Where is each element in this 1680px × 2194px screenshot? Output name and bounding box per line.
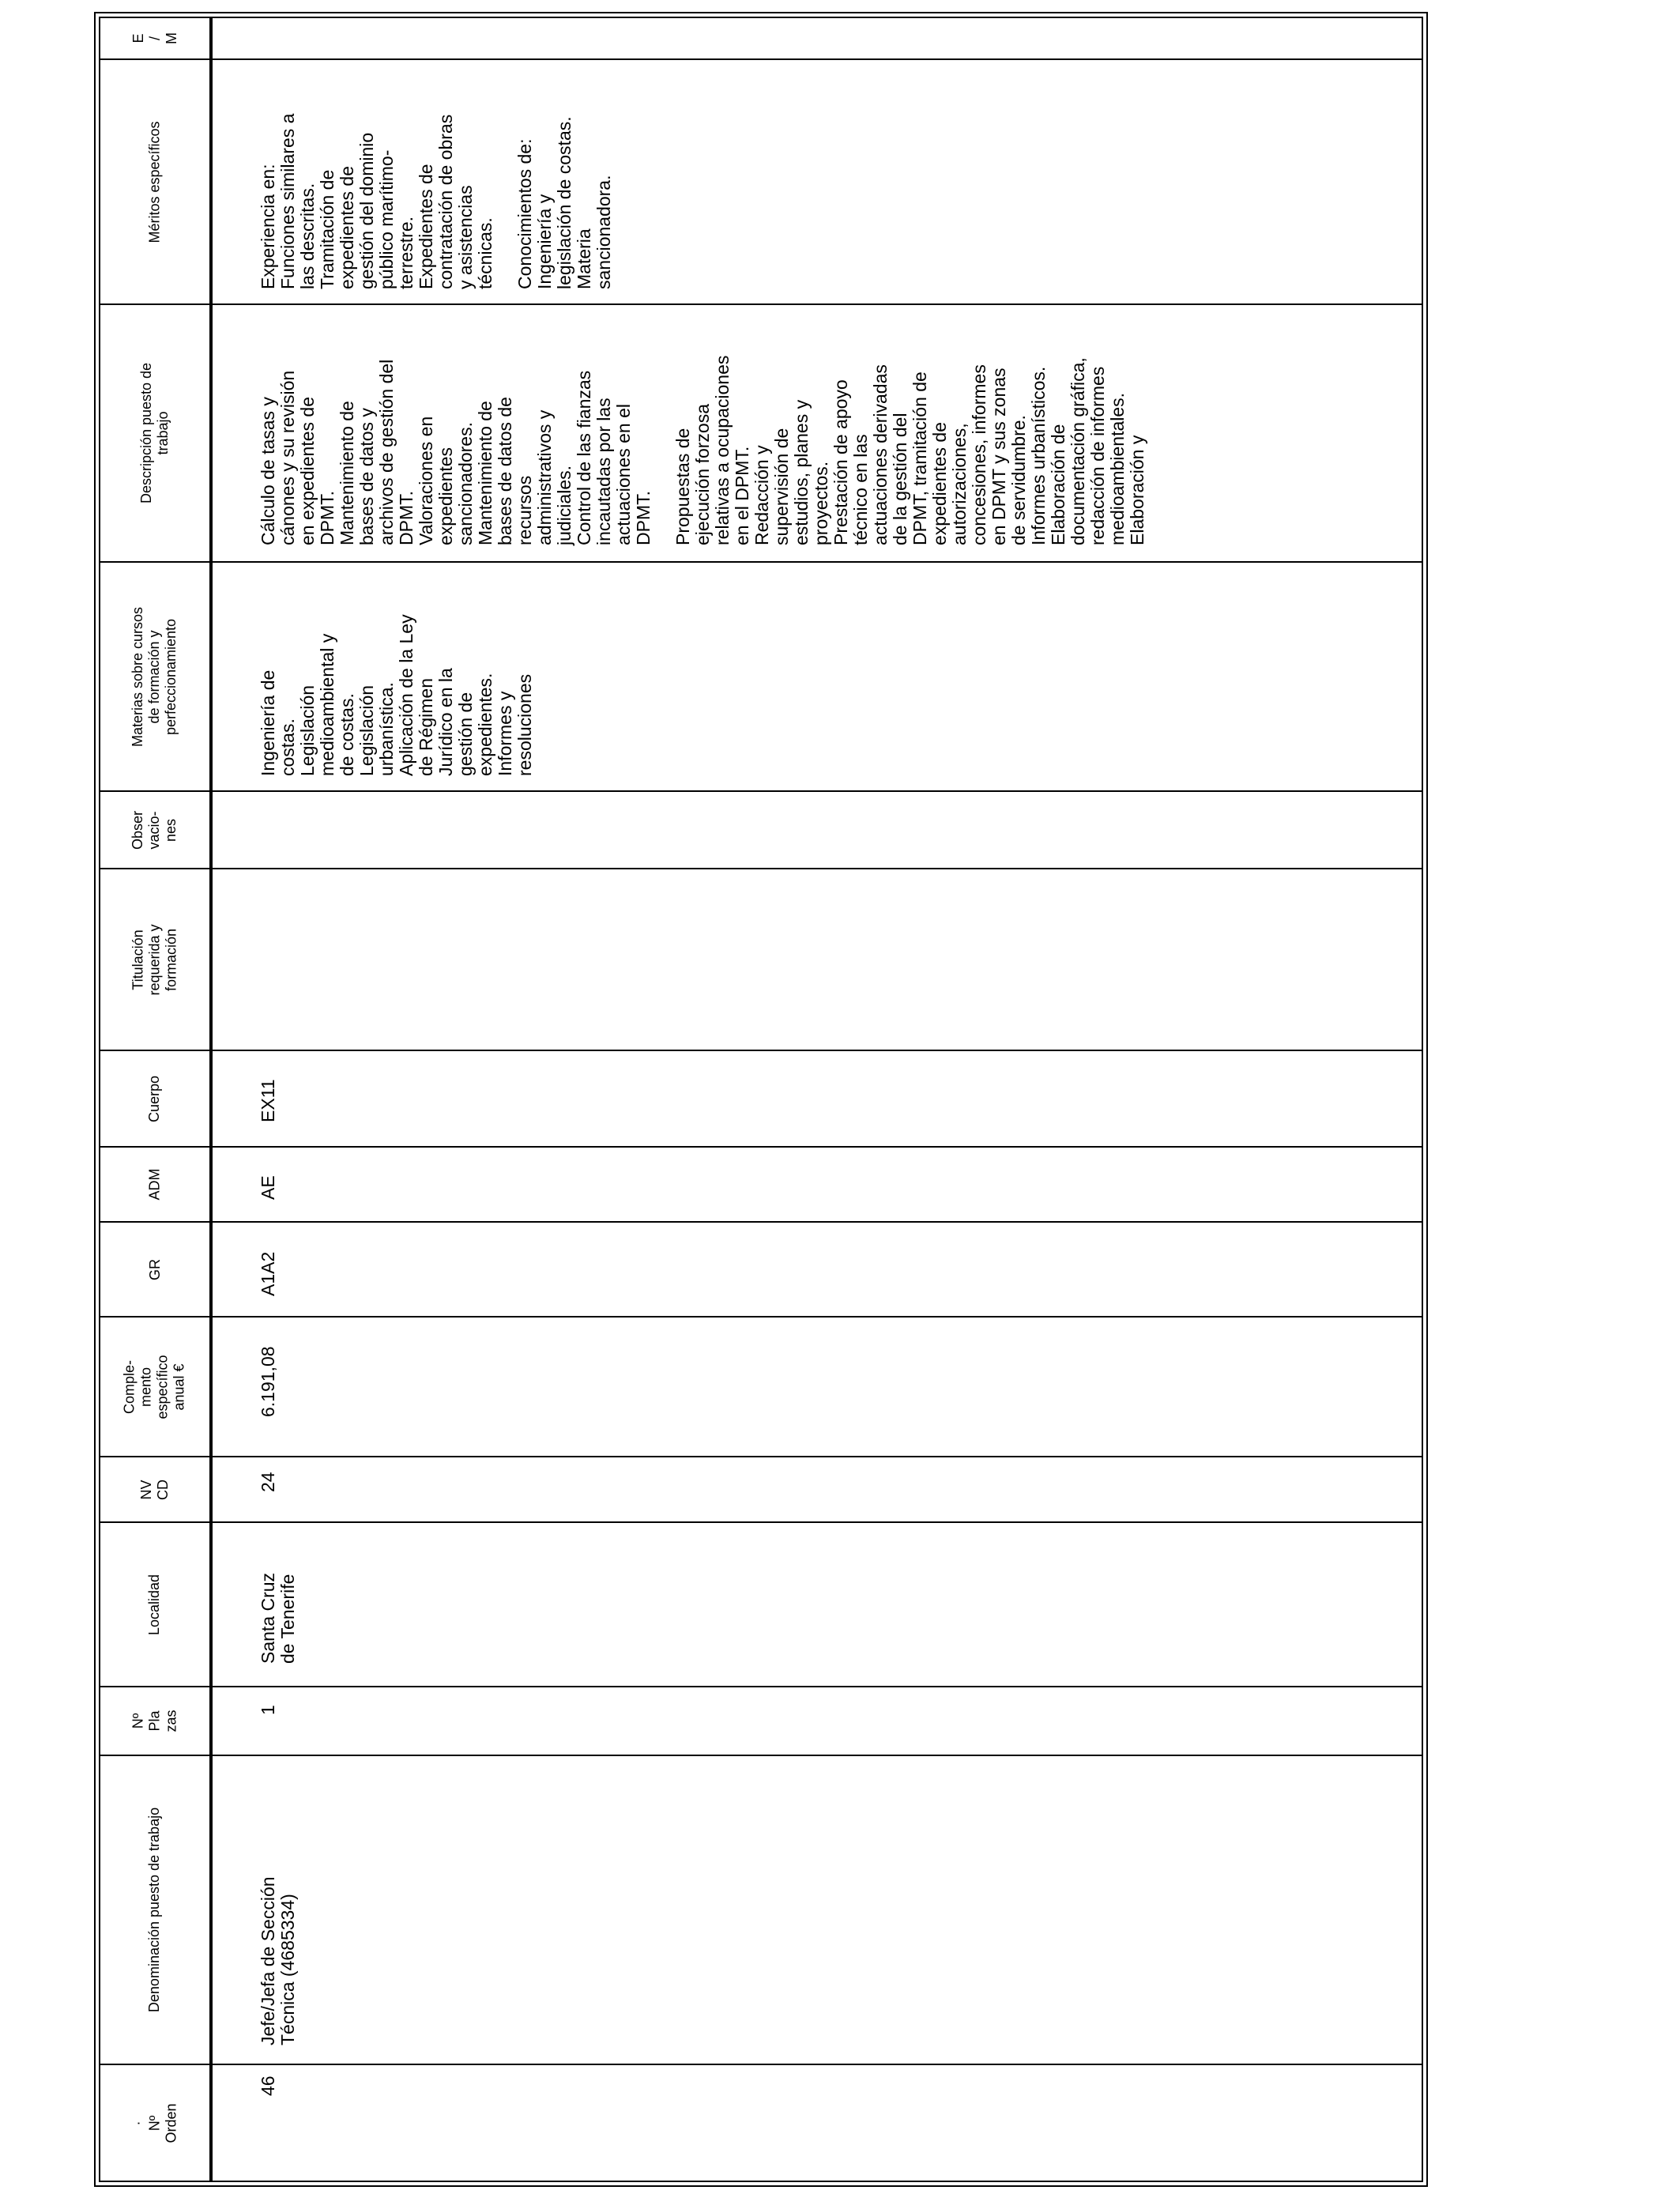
col-divider <box>99 1456 1423 1457</box>
header-grupo-text: GR <box>146 1258 163 1280</box>
header-localidad <box>100 1523 209 1686</box>
header-observaciones <box>100 792 209 868</box>
header-denominacion-text: Denominación puesto de trabajo <box>146 1807 163 2013</box>
header-nivel <box>100 1457 209 1521</box>
header-materias-text: Materias sobre cursos de formación y perfeccionamiento <box>130 606 179 747</box>
header-plazas-text: Nº Pla zas <box>130 1710 179 1732</box>
cell-cuerpo: EX11 <box>258 1079 278 1122</box>
header-grupo <box>100 1223 209 1316</box>
header-orden-text: · Nº Orden <box>130 2102 179 2143</box>
header-titulacion <box>100 869 209 1050</box>
col-divider <box>99 2064 1423 2065</box>
header-localidad-text: Localidad <box>146 1574 163 1635</box>
header-adm <box>100 1148 209 1221</box>
cell-orden: 46 <box>258 2075 278 2096</box>
col-divider <box>99 868 1423 869</box>
header-materias <box>100 563 209 790</box>
header-body-separator <box>209 17 213 2182</box>
col-divider <box>99 303 1423 305</box>
header-denominacion <box>100 1756 209 2064</box>
header-complemento <box>100 1318 209 1456</box>
header-observaciones-text: Obser vacio- nes <box>130 810 179 850</box>
col-divider <box>99 1316 1423 1318</box>
col-divider <box>99 1221 1423 1223</box>
table-inner-border <box>99 17 1423 2182</box>
header-em-text: E / M <box>130 32 179 44</box>
header-descripcion-text: Descripción puesto de trabajo <box>138 362 171 504</box>
header-cuerpo <box>100 1051 209 1146</box>
cell-materias: Ingeniería de costas. Legislación medioambiental y de costas. Legislación urbanística. Aplicación de la Ley de Régimen Jurídico en la gestión de expedientes. Informes y resoluciones <box>258 614 535 776</box>
cell-localidad: Santa Cruz de Tenerife <box>258 1572 298 1664</box>
cell-plazas: 1 <box>258 1705 278 1715</box>
header-cuerpo-text: Cuerpo <box>146 1075 163 1122</box>
col-divider <box>99 58 1423 60</box>
cell-denominacion: Jefe/Jefa de Sección Técnica (4685334) <box>258 1876 298 2045</box>
col-divider <box>99 1521 1423 1523</box>
header-complemento-text: Comple- mento específico anual € <box>121 1354 187 1419</box>
cell-grupo: A1A2 <box>258 1251 278 1296</box>
cell-adm: AE <box>258 1175 278 1200</box>
col-divider <box>99 1686 1423 1687</box>
header-em <box>100 18 209 58</box>
cell-descripcion: Cálculo de tasas y cánones y su revisión en expedientes de DPMT. Mantenimiento de bases de datos y archivos de gestión del DPMT. Valoraciones en expedientes sancionadores. Mantenimiento de bases de datos de recursos administrativos y judiciales. Control de las fianzas incautadas por las actuaciones en el DPMT. Propuestas de ejecución forzosa relativas a ocupaciones en el DPMT. Redacción y supervisión de estudios, planes y proyectos. Prestación de apoyo técnico en las actuaciones derivadas de la gestión del DPMT, tramitación de expedientes de autorizaciones, concesiones, informes en DPMT y sus zonas de servidumbre. Informes urbanísticos. Elaboración de documentación gráfica, redacción de informes medioambientales. Elaboración y <box>258 355 1147 545</box>
header-orden <box>100 2065 209 2181</box>
header-adm-text: ADM <box>146 1168 163 1201</box>
col-divider <box>99 790 1423 792</box>
header-meritos-text: Méritos específicos <box>146 120 163 243</box>
col-divider <box>99 1146 1423 1148</box>
header-titulacion-text: Titulación requerida y formación <box>130 923 179 996</box>
header-nivel-text: NV CD <box>138 1479 171 1500</box>
header-plazas <box>100 1687 209 1755</box>
col-divider <box>99 561 1423 563</box>
cell-complemento: 6.191,08 <box>258 1346 278 1417</box>
cell-nivel: 24 <box>258 1472 278 1492</box>
col-divider <box>99 1755 1423 1756</box>
header-meritos <box>100 60 209 303</box>
header-descripcion <box>100 305 209 561</box>
col-divider <box>99 1050 1423 1051</box>
cell-meritos: Experiencia en: Funciones similares a las descritas. Tramitación de expedientes de gestión del dominio público marítimo- terrestre. Expedientes de contratación de obras y asistencias técnicas. Conocimientos de: Ingeniería y legislación de costas. Materia sancionadora. <box>258 113 614 289</box>
